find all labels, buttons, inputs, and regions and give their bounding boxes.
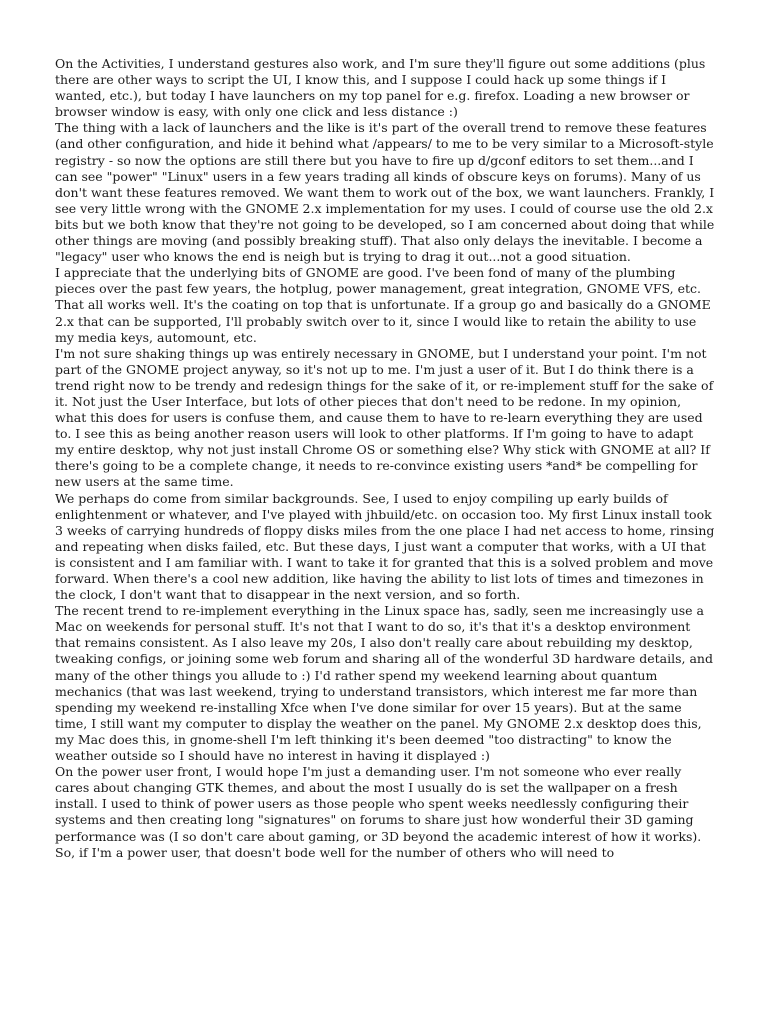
paragraph-power-user: On the power user front, I would hope I'm just a demanding user. I'm not someone who ever really cares about changing GTK themes, and about the most I usually do is set the wallpaper on a fresh install. I used to think of power users as those people who spent weeks needlessly configuring their systems and then creating long "signatures" on forums to share just how wonderful their 3D gaming performance was (I so don't care about gaming, or 3D beyond the academic interest of how it works). So, if I'm a power user, that doesn't bode well for the number of others who will need to <box>55 764 702 860</box>
paragraph-shaking-things-up: I'm not sure shaking things up was entirely necessary in GNOME, but I understand your point. I'm not part of the GNOME project anyway, so it's not up to me. I'm just a user of it. But I do think there is a trend right now to be trendy and redesign things for the sake of it, or re-implement stuff for the sake of it. Not just the User Interface, but lots of other pieces that don't need to be redone. In my opinion, what this does for users is confuse them, and cause them to have to re-learn everything they are used to. I see this as being another reason users will look to other platforms. If I'm going to have to adapt my entire desktop, why not just install Chrome OS or something else? Why stick with GNOME at all? If there's going to be a complete change, it needs to re-convince existing users *and* be compelling for new users at the same time. <box>55 345 714 490</box>
paragraph-similar-backgrounds: We perhaps do come from similar backgrounds. See, I used to enjoy compiling up early builds of enlightenment or whatever, and I've played with jhbuild/etc. on occasion too. My first Linux install took 3 weeks of carrying hundreds of floppy disks miles from the one place I had net access to home, rinsing and repeating when disks failed, etc. But these days, I just want a computer that works, with a UI that is consistent and I am familiar with. I want to take it for granted that this is a solved problem and move forward. When there's a cool new addition, like having the ability to list lots of times and timezones in the clock, I don't want that to disappear in the next version, and so forth. <box>55 490 715 603</box>
paragraph-activities: On the Activities, I understand gestures also work, and I'm sure they'll figure out some additions (plus there are other ways to script the UI, I know this, and I suppose I could hack up some things if I wanted, etc.), but today I have launchers on my top panel for e.g. firefox. Loading a new browser or browser window is easy, with only one click and less distance :) <box>55 56 706 120</box>
paragraph-recent-trend: The recent trend to re-implement everything in the Linux space has, sadly, seen me increasingly use a Mac on weekends for personal stuff. It's not that I want to do so, it's that it's a desktop environment that remains consistent. As I also leave my 20s, I also don't really care about rebuilding my desktop, tweaking configs, or joining some web forum and sharing all of the wonderful 3D hardware details, and many of the other things you allude to :) I'd rather spend my weekend learning about quantum mechanics (that was last weekend, trying to understand transistors, which interest me far more than spending my weekend re-installing Xfce when I've done similar for over 15 years). But at the same time, I still want my computer to display the weather on the panel. My GNOME 2.x desktop does this, my Mac does this, in gnome-shell I'm left thinking it's been deemed "too distracting" to know the weather outside so I should have no interest in having it displayed :) <box>55 603 713 764</box>
paragraph-gnome-plumbing: I appreciate that the underlying bits of GNOME are good. I've been fond of many of the plumbing pieces over the past few years, the hotplug, power management, great integration, GNOME VFS, etc. That all works well. It's the coating on top that is unfortunate. If a group go and basically do a GNOME 2.x that can be supported, I'll probably switch over to it, since I would like to retain the ability to use my media keys, automount, etc. <box>55 265 711 345</box>
paragraph-launchers: The thing with a lack of launchers and the like is it's part of the overall trend to remove these features (and other configuration, and hide it behind what /appears/ to me to be very similar to a Microsoft-style registry - so now the options are still there but you have to fire up d/gconf editors to set them...and I can see "power" "Linux" users in a few years trading all kinds of obscure keys on forums). Many of us don't want these features removed. We want them to work out of the box, we want launchers. Frankly, I see very little wrong with the GNOME 2.x implementation for my uses. I could of course use the old 2.x bits but we both know that they're not going to be developed, so I am concerned about doing that while other things are moving (and possibly breaking stuff). That also only delays the inevitable. I become a "legacy" user who knows the end is neigh but is trying to drag it out...not a good situation. <box>55 120 715 265</box>
document-body <box>55 56 715 861</box>
